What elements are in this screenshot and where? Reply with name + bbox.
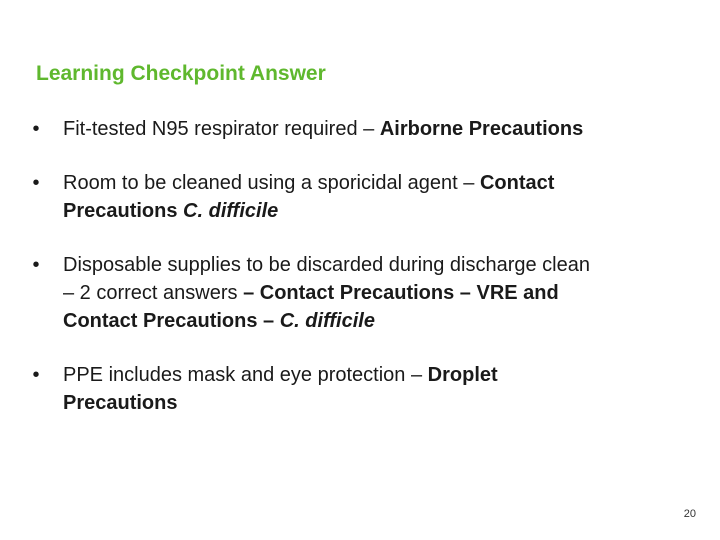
bullet-bold-italic-text: C. difficile	[183, 200, 279, 222]
bullet-text: Fit-tested N95 respirator required –	[63, 118, 380, 140]
bullet-list	[30, 115, 600, 443]
slide-title: Learning Checkpoint Answer	[36, 62, 326, 85]
bullet-icon: •	[32, 364, 40, 386]
page-number: 20	[683, 508, 696, 520]
bullet-bold-text: – Contact Precautions – VRE and Contact Precautions –	[63, 282, 559, 332]
bullet-item-sporicidal	[30, 169, 600, 225]
bullet-bold-text: Droplet Precautions	[63, 364, 498, 414]
bullet-item-disposable	[30, 251, 600, 335]
bullet-item-ppe	[30, 361, 600, 417]
bullet-bold-italic-text: C. difficile	[279, 310, 375, 332]
bullet-text: Room to be cleaned using a sporicidal agent –	[63, 172, 480, 194]
bullet-item-airborne	[30, 115, 600, 143]
bullet-icon: •	[32, 118, 40, 140]
bullet-icon: •	[32, 254, 40, 276]
bullet-text: PPE includes mask and eye protection –	[63, 364, 428, 386]
bullet-bold-text: Airborne Precautions	[379, 118, 584, 140]
bullet-icon: •	[32, 172, 40, 194]
bullet-text: Disposable supplies to be discarded during discharge clean – 2 correct answers	[63, 254, 590, 304]
bullet-bold-text: Contact Precautions	[63, 172, 555, 222]
